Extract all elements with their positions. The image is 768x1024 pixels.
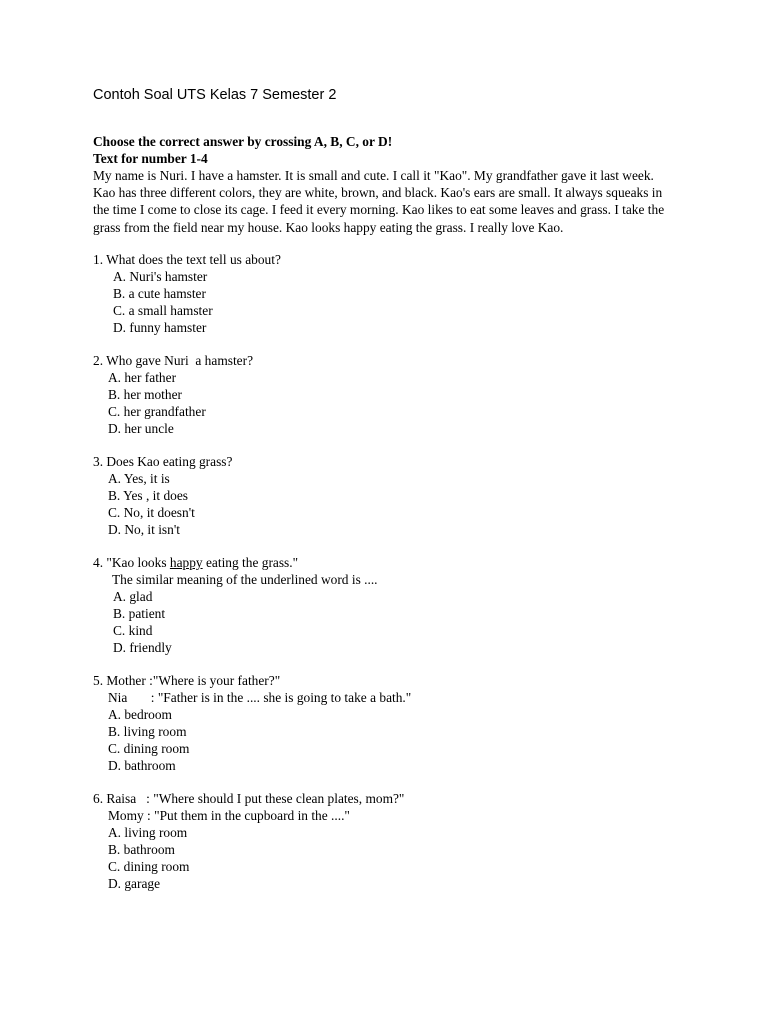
option-d: D. garage: [108, 875, 161, 891]
question-3: [93, 453, 673, 538]
text-heading: Text for number 1-4: [93, 151, 208, 166]
question-subtext: Momy : "Put them in the cupboard in the ....": [108, 807, 350, 823]
option-a: A. her father: [108, 369, 177, 385]
stem-text: 4. "Kao looks: [93, 554, 170, 570]
option-a: A. living room: [108, 824, 188, 840]
option-b: B. Yes , it does: [108, 487, 188, 503]
document-page: [93, 86, 673, 908]
option-d: D. bathroom: [108, 757, 176, 773]
question-stem: 3. Does Kao eating grass?: [93, 453, 233, 469]
question-subtext: Nia : "Father is in the .... she is going to take a bath.": [108, 689, 412, 705]
option-b: B. living room: [108, 723, 187, 739]
stem-text: eating the grass.": [202, 554, 299, 570]
question-stem: 2. Who gave Nuri a hamster?: [93, 352, 254, 368]
question-subtext: The similar meaning of the underlined word is ....: [112, 571, 378, 587]
option-a: A. glad: [113, 588, 153, 604]
instruction: Choose the correct answer by crossing A, B, C, or D!: [93, 134, 393, 149]
option-c: C. No, it doesn't: [108, 504, 195, 520]
question-stem: 5. Mother :"Where is your father?": [93, 672, 281, 688]
option-d: D. her uncle: [108, 420, 174, 436]
option-b: B. bathroom: [108, 841, 175, 857]
question-5: [93, 672, 673, 774]
option-b: B. her mother: [108, 386, 183, 402]
question-6: [93, 790, 673, 892]
option-c: C. her grandfather: [108, 403, 206, 419]
option-c: C. kind: [113, 622, 153, 638]
reading-passage: My name is Nuri. I have a hamster. It is small and cute. I call it "Kao". My grandfather gave it last week. Kao has three different colors, they are white, brown, and black. Kao's ears are small. It always squeaks in the time I come to close its cage. I feed it every morning. Kao likes to eat some leaves and grass. I take the grass from the field near my house. Kao looks happy eating the grass. I really love Kao.: [93, 168, 665, 235]
option-c: C. dining room: [108, 858, 190, 874]
question-stem: 6. Raisa : "Where should I put these clean plates, mom?": [93, 790, 405, 806]
option-b: B. a cute hamster: [113, 285, 206, 301]
option-d: D. friendly: [113, 639, 172, 655]
question-stem: [93, 554, 673, 571]
option-a: A. bedroom: [108, 706, 172, 722]
option-a: A. Yes, it is: [108, 470, 170, 486]
question-4: [93, 554, 673, 656]
document-title: Contoh Soal UTS Kelas 7 Semester 2: [93, 87, 337, 103]
question-1: [93, 251, 673, 336]
option-d: D. No, it isn't: [108, 521, 180, 537]
option-c: C. a small hamster: [113, 302, 213, 318]
option-d: D. funny hamster: [113, 319, 207, 335]
question-stem: 1. What does the text tell us about?: [93, 251, 281, 267]
option-c: C. dining room: [108, 740, 190, 756]
option-a: A. Nuri's hamster: [113, 268, 208, 284]
option-b: B. patient: [113, 605, 166, 621]
underlined-word: happy: [169, 554, 203, 570]
question-2: [93, 352, 673, 437]
